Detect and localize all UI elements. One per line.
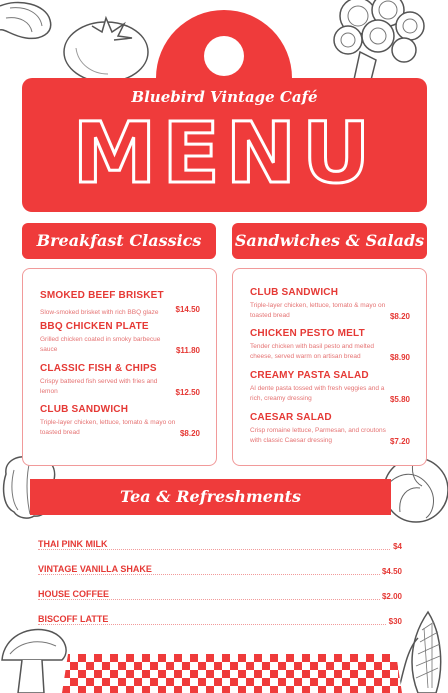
menu-item (250, 328, 412, 363)
item-description: Al dente pasta tossed with fresh veggies and a rich, creamy dressing (250, 385, 385, 402)
item-name: BBQ CHICKEN PLATE (40, 321, 149, 332)
item-price: $30 (388, 617, 402, 626)
item-price: $7.20 (389, 437, 410, 446)
item-description: Triple-layer chicken, lettuce, tomato & mayo on toasted bread (40, 419, 176, 436)
sandwiches-section-title: Sandwiches & Salads (232, 223, 427, 259)
menu-item (250, 370, 412, 405)
item-description: Triple-layer chicken, lettuce, tomato & mayo on toasted bread (250, 302, 386, 319)
tea-item (38, 559, 402, 579)
menu-item (250, 287, 412, 322)
mushroom-illustration (0, 624, 70, 693)
item-description: Crisp romaine lettuce, Parmesan, and croutons with classic Caesar dressing (250, 427, 386, 444)
onion-illustration (0, 0, 56, 42)
item-price: $8.90 (389, 353, 410, 362)
item-name: HOUSE COFFEE (38, 589, 110, 599)
menu-title: MENU (72, 104, 377, 202)
tomato-illustration (62, 8, 152, 84)
dotted-leader (38, 574, 402, 575)
corn-illustration (398, 608, 448, 693)
dotted-leader (38, 599, 402, 600)
item-name: SMOKED BEEF BRISKET (40, 290, 164, 301)
item-description: Slow-smoked brisket with rich BBQ glaze (40, 309, 159, 316)
item-price: $2.00 (381, 592, 402, 601)
item-price: $11.80 (175, 346, 200, 355)
item-price: $4 (393, 542, 402, 551)
menu-item (40, 321, 202, 356)
item-name: CLASSIC FISH & CHIPS (40, 363, 157, 374)
item-name: CHICKEN PESTO MELT (250, 328, 365, 339)
cafe-name: Bluebird Vintage Café (131, 88, 318, 106)
tea-item (38, 534, 402, 554)
item-name: CREAMY PASTA SALAD (250, 370, 369, 381)
item-price: $8.20 (389, 312, 410, 321)
item-name: CLUB SANDWICH (250, 287, 339, 298)
breakfast-section-title: Breakfast Classics (22, 223, 216, 259)
item-description: Tender chicken with basil pesto and melted cheese, served warm on artisan bread (250, 343, 374, 360)
item-description: Grilled chicken coated in smoky barbecue sauce (40, 336, 161, 353)
item-price: $8.20 (179, 429, 200, 438)
item-name: CAESAR SALAD (250, 412, 332, 423)
menu-item (40, 404, 202, 439)
checkered-tablecloth (62, 654, 402, 693)
item-price: $12.50 (175, 388, 200, 397)
item-price: $5.80 (389, 395, 410, 404)
item-price: $4.50 (381, 567, 402, 576)
tea-item (38, 584, 402, 604)
menu-item (40, 363, 202, 398)
menu-item (250, 412, 412, 447)
dotted-leader (38, 624, 402, 625)
item-name: BISCOFF LATTE (38, 614, 109, 624)
tea-item (38, 609, 402, 629)
dotted-leader (38, 549, 402, 550)
item-name: VINTAGE VANILLA SHAKE (38, 564, 152, 574)
item-name: THAI PINK MILK (38, 539, 108, 549)
item-name: CLUB SANDWICH (40, 404, 129, 415)
tea-section-title: Tea & Refreshments (30, 479, 391, 515)
menu-item (40, 290, 202, 319)
item-description: Crispy battered fish served with fries and lemon (40, 378, 158, 395)
item-price: $14.50 (175, 305, 200, 314)
hanger-hole (204, 36, 244, 76)
